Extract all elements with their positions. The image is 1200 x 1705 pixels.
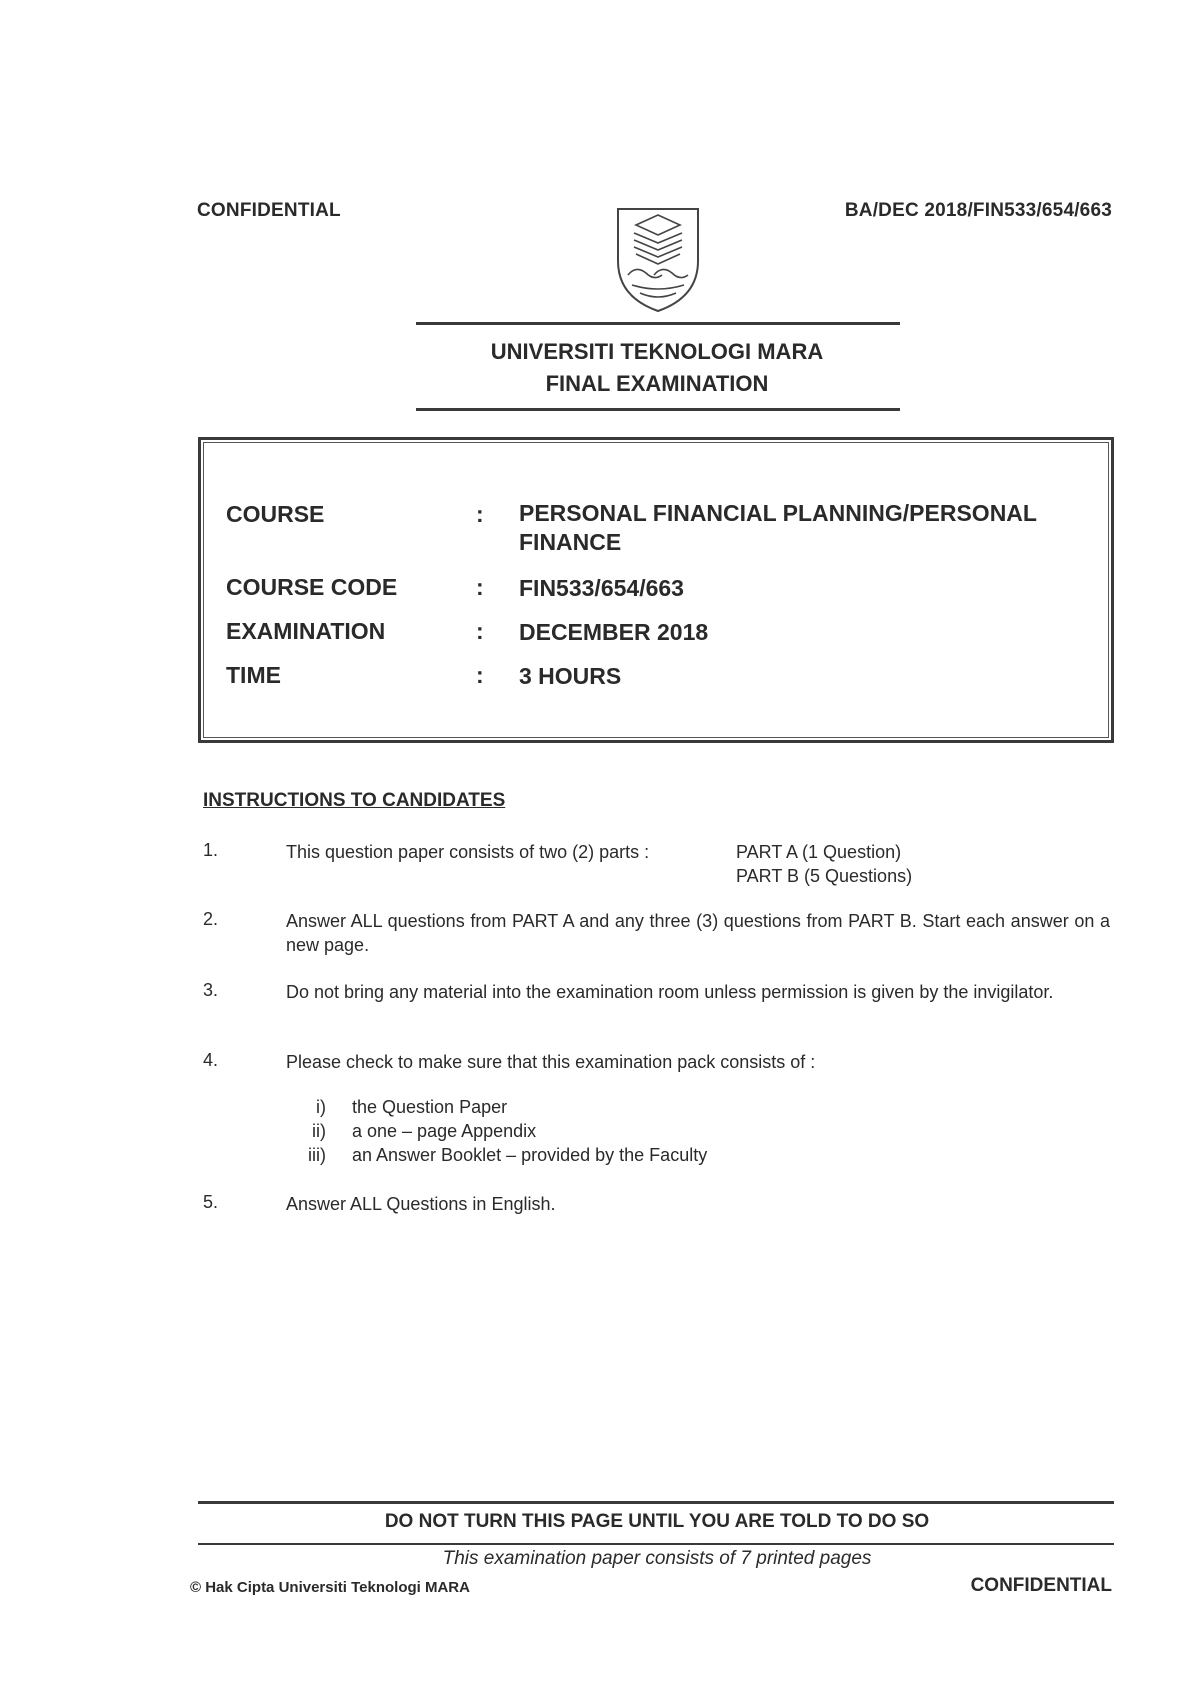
- sub-item-2-number: ii): [312, 1121, 326, 1141]
- sub-item-3-text: an Answer Booklet – provided by the Faculty: [352, 1145, 708, 1165]
- instruction-2-number: 2.: [203, 909, 219, 929]
- course-value: PERSONAL FINANCIAL PLANNING/PERSONAL FINANCE: [519, 500, 1037, 555]
- page-count-note: This examination paper consists of 7 printed pages: [442, 1548, 872, 1569]
- instruction-5-text: Answer ALL Questions in English.: [286, 1194, 556, 1214]
- course-code-value: FIN533/654/663: [519, 575, 684, 601]
- footer-top-rule: [198, 1501, 1114, 1504]
- course-label: COURSE: [226, 501, 325, 527]
- time-value: 3 HOURS: [519, 663, 622, 689]
- instruction-4-number: 4.: [203, 1050, 219, 1070]
- sub-item-2-text: a one – page Appendix: [352, 1121, 537, 1141]
- instruction-2-text: Answer ALL questions from PART A and any three (3) questions from PART B. Start each answer on a new page.: [286, 911, 1110, 955]
- do-not-turn-notice: DO NOT TURN THIS PAGE UNTIL YOU ARE TOLD TO DO SO: [384, 1511, 930, 1532]
- time-colon: :: [476, 662, 484, 688]
- footer-bottom-rule: [198, 1543, 1114, 1545]
- exam-title: FINAL EXAMINATION: [545, 371, 769, 396]
- confidential-footer-label: CONFIDENTIAL: [970, 1575, 1112, 1596]
- course-code-colon: :: [476, 574, 484, 600]
- sub-item-1-number: i): [316, 1097, 326, 1117]
- examination-label: EXAMINATION: [226, 618, 386, 644]
- time-label: TIME: [226, 662, 281, 688]
- instruction-3-text: Do not bring any material into the examination room unless permission is given by the invigilator.: [286, 982, 1054, 1002]
- paper-code: BA/DEC 2018/FIN533/654/663: [844, 200, 1112, 221]
- instruction-4-text: Please check to make sure that this examination pack consists of :: [286, 1052, 816, 1072]
- part-a-label: PART A (1 Question): [736, 842, 902, 862]
- part-b-label: PART B (5 Questions): [736, 866, 913, 886]
- examination-value: DECEMBER 2018: [519, 619, 709, 645]
- instruction-3-number: 3.: [203, 980, 219, 1000]
- course-colon: :: [476, 501, 484, 527]
- university-crest-icon: [614, 203, 702, 315]
- course-code-label: COURSE CODE: [226, 574, 398, 600]
- instruction-5-number: 5.: [203, 1192, 219, 1212]
- sub-item-3-number: iii): [308, 1145, 326, 1165]
- instruction-1-text: This question paper consists of two (2) parts :: [286, 842, 650, 862]
- title-top-rule: [416, 322, 900, 325]
- copyright-notice: © Hak Cipta Universiti Teknologi MARA: [190, 1579, 470, 1596]
- instruction-1-number: 1.: [203, 840, 219, 860]
- sub-item-1-text: the Question Paper: [352, 1097, 508, 1117]
- title-bottom-rule: [416, 408, 900, 411]
- confidential-label: CONFIDENTIAL: [197, 200, 341, 221]
- university-name: UNIVERSITI TEKNOLOGI MARA: [490, 339, 824, 364]
- instructions-heading: INSTRUCTIONS TO CANDIDATES: [203, 790, 506, 811]
- examination-colon: :: [476, 618, 484, 644]
